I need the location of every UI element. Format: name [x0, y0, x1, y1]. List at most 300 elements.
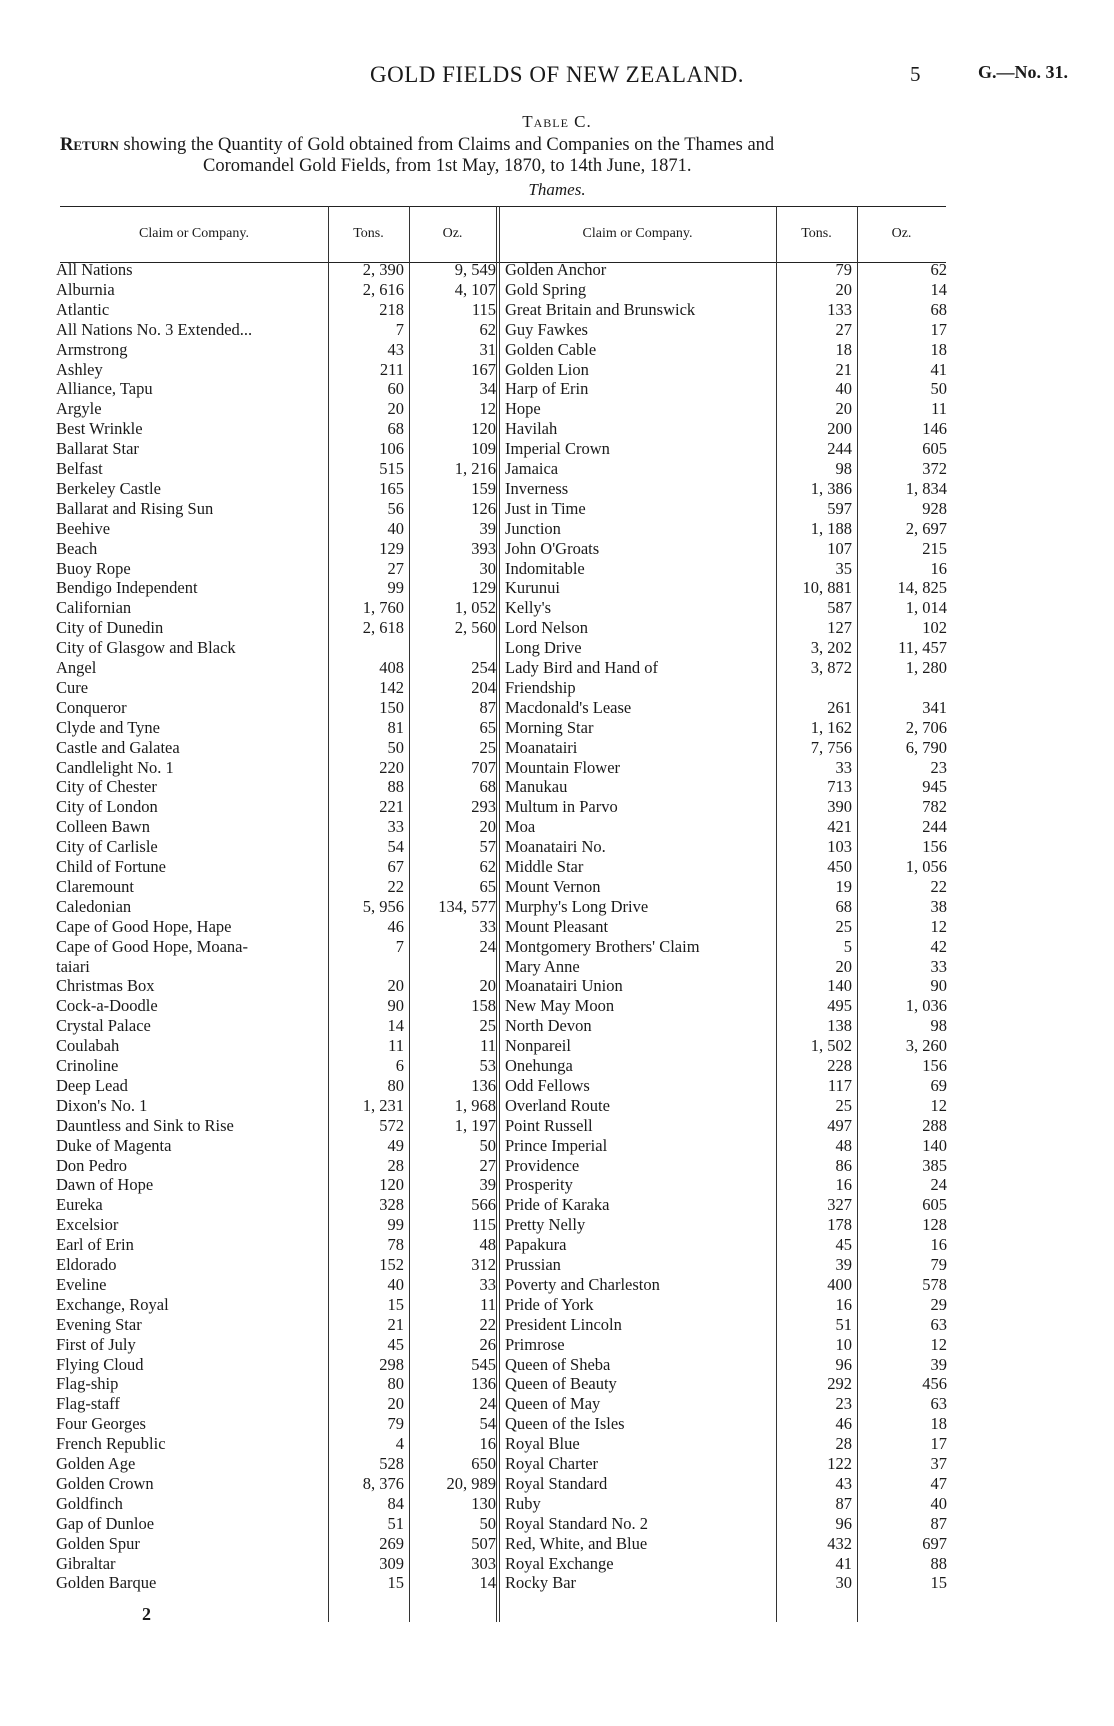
- column-header-claim-left: Claim or Company.: [139, 226, 249, 241]
- table-row: [56, 1255, 496, 1275]
- oz-value: 29: [930, 1294, 947, 1314]
- tons-value: 10: [835, 1334, 852, 1354]
- table-row: [56, 1136, 496, 1156]
- claim-name: Jamaica: [505, 459, 559, 478]
- claim-name: Ashley: [56, 359, 103, 379]
- claim-name: Great Britain and Brunswick: [505, 299, 696, 319]
- table-row: [505, 1076, 946, 1096]
- table-row: [56, 937, 496, 957]
- table-row: [56, 618, 496, 638]
- oz-value: 90: [930, 976, 947, 996]
- table-row: [505, 1156, 946, 1176]
- table-row: [56, 1494, 496, 1514]
- return-title-line1: showing the Quantity of Gold obtained from Claims and Companies on the Thames and: [118, 135, 775, 155]
- claim-name: Nonpareil: [505, 1036, 571, 1056]
- table-row: [505, 1394, 946, 1414]
- oz-value: 146: [922, 419, 947, 439]
- table-row: [56, 539, 496, 559]
- document-reference: G.—No. 31.: [978, 62, 1068, 82]
- tons-value: 211: [379, 359, 404, 379]
- tons-value: 1, 188: [810, 518, 852, 538]
- claim-name: Belfast: [56, 459, 103, 478]
- tons-value: 10, 881: [802, 578, 852, 598]
- tons-value: 1, 162: [810, 717, 852, 737]
- oz-value: 48: [479, 1235, 496, 1255]
- tons-value: 228: [827, 1056, 852, 1075]
- claim-name: Mary Anne: [505, 956, 580, 976]
- claim-name: Golden Cable: [505, 339, 597, 359]
- claim-name: Royal Exchange: [505, 1553, 614, 1573]
- claim-name: Mountain Flower: [505, 757, 621, 777]
- oz-value: 79: [930, 1255, 947, 1274]
- claim-name: Lord Nelson: [505, 618, 588, 638]
- claim-name: Junction: [505, 518, 561, 538]
- table-row: [505, 559, 946, 579]
- tons-value: 152: [379, 1255, 404, 1274]
- claim-name: Queen of Beauty: [505, 1374, 617, 1394]
- tons-value: 2, 616: [362, 279, 404, 299]
- claim-name: Cape of Good Hope, Hape: [56, 916, 232, 936]
- oz-value: 312: [471, 1255, 496, 1274]
- claim-name: taiari: [56, 956, 90, 976]
- column-header-claim-right: Claim or Company.: [582, 226, 693, 241]
- tons-value: 20: [835, 399, 852, 419]
- oz-value: 14, 825: [897, 578, 947, 598]
- oz-value: 697: [922, 1533, 947, 1553]
- tons-value: 86: [835, 1155, 852, 1175]
- claim-name: Moa: [505, 817, 536, 837]
- claim-name: Exchange, Royal: [56, 1294, 169, 1314]
- tons-value: 120: [379, 1175, 404, 1195]
- tons-value: 20: [387, 1394, 404, 1414]
- claim-name: Alburnia: [56, 279, 115, 299]
- tons-value: 80: [387, 1374, 404, 1394]
- oz-value: 605: [922, 1195, 947, 1215]
- table-row: [56, 479, 496, 499]
- claim-name: Ruby: [505, 1493, 541, 1513]
- tons-value: 587: [827, 598, 852, 618]
- table-row: [56, 1454, 496, 1474]
- claim-name: Ballarat and Rising Sun: [56, 498, 214, 518]
- oz-value: 47: [930, 1473, 947, 1493]
- claim-name: Alliance, Tapu: [56, 379, 153, 399]
- tons-value: 99: [387, 578, 404, 598]
- oz-value: 68: [479, 777, 496, 797]
- tons-value: 54: [387, 837, 404, 857]
- table-row: [505, 1275, 946, 1295]
- tons-value: 16: [835, 1294, 852, 1314]
- table-row: [56, 1056, 496, 1076]
- claim-name: John O'Groats: [505, 538, 600, 558]
- oz-value: 136: [471, 1374, 496, 1394]
- table-row: [56, 1374, 496, 1394]
- table-row: [505, 1454, 946, 1474]
- claim-name: Just in Time: [505, 498, 586, 518]
- oz-value: 62: [930, 260, 947, 279]
- tons-value: 1, 231: [362, 1095, 404, 1115]
- table-row: [56, 1315, 496, 1335]
- oz-value: 65: [479, 876, 496, 896]
- tons-value: 150: [379, 697, 404, 717]
- table-row: [56, 1295, 496, 1315]
- table-row: [56, 559, 496, 579]
- oz-value: 69: [930, 1075, 947, 1095]
- oz-value: 22: [479, 1314, 496, 1334]
- oz-value: 98: [930, 1016, 947, 1036]
- table-row: [56, 1096, 496, 1116]
- oz-value: 545: [471, 1354, 496, 1374]
- tons-value: 244: [827, 439, 852, 459]
- claim-name: Havilah: [505, 419, 558, 439]
- oz-value: 254: [471, 658, 496, 677]
- tons-value: 68: [387, 419, 404, 439]
- claim-name: Child of Fortune: [56, 857, 166, 876]
- table-row: [505, 618, 946, 638]
- claim-name: Queen of the Isles: [505, 1414, 625, 1434]
- page-header: [0, 62, 1114, 92]
- tons-value: 11: [388, 1036, 404, 1056]
- claim-name: Royal Standard No. 2: [505, 1513, 648, 1533]
- tons-value: 328: [379, 1195, 404, 1215]
- table-row: [56, 877, 496, 897]
- claim-name: Don Pedro: [56, 1155, 128, 1175]
- tons-value: 400: [827, 1274, 852, 1294]
- claim-name: Flag-ship: [56, 1374, 119, 1394]
- table-row: [56, 837, 496, 857]
- claim-name: City of Chester: [56, 777, 157, 797]
- claim-name: Red, White, and Blue: [505, 1533, 648, 1553]
- oz-value: 129: [471, 578, 496, 598]
- tons-value: 6: [395, 1056, 404, 1075]
- tons-value: 220: [379, 757, 404, 777]
- oz-value: 1, 014: [905, 598, 947, 618]
- oz-value: 215: [922, 538, 947, 558]
- oz-value: 39: [479, 518, 496, 538]
- tons-value: 497: [827, 1115, 852, 1135]
- tons-value: 25: [835, 1095, 852, 1115]
- oz-value: 50: [479, 1135, 496, 1155]
- table-row: [56, 379, 496, 399]
- tons-value: 39: [835, 1255, 852, 1274]
- tons-value: 2, 618: [362, 618, 404, 638]
- table-row: [505, 539, 946, 559]
- tons-value: 515: [379, 459, 404, 478]
- tons-value: 48: [835, 1135, 852, 1155]
- claim-name: Primrose: [505, 1334, 565, 1354]
- table-row: [56, 1394, 496, 1414]
- tons-value: 98: [835, 459, 852, 478]
- tons-value: 5: [843, 936, 852, 956]
- claim-name: Beach: [56, 538, 98, 558]
- tons-value: 45: [835, 1235, 852, 1255]
- table-row: [56, 1036, 496, 1056]
- claim-name: Lady Bird and Hand of: [505, 658, 659, 677]
- table-row: [56, 499, 496, 519]
- oz-value: 102: [922, 618, 947, 638]
- page-number: 5: [910, 62, 921, 86]
- table-row: [505, 877, 946, 897]
- claim-name: Cure: [56, 677, 89, 697]
- table-row: [56, 1175, 496, 1195]
- oz-value: 33: [479, 916, 496, 936]
- claim-name: Eveline: [56, 1274, 107, 1294]
- claim-name: Royal Blue: [505, 1434, 580, 1454]
- table-row: [505, 280, 946, 300]
- oz-value: 20, 989: [446, 1473, 496, 1493]
- claim-name: Inverness: [505, 478, 569, 498]
- tons-value: 1, 502: [810, 1036, 852, 1056]
- claim-name: Eureka: [56, 1195, 103, 1215]
- table-row: [505, 1494, 946, 1514]
- claim-name: Golden Anchor: [505, 260, 607, 279]
- table-row: [56, 340, 496, 360]
- tons-value: 51: [835, 1314, 852, 1334]
- oz-value: 120: [471, 419, 496, 439]
- claim-name: Christmas Box: [56, 976, 155, 996]
- tons-value: 218: [379, 299, 404, 319]
- table-row: [505, 1136, 946, 1156]
- table-row: [505, 320, 946, 340]
- column-divider: [499, 206, 500, 1622]
- claim-name: Imperial Crown: [505, 439, 610, 459]
- oz-value: 126: [471, 498, 496, 518]
- claim-name: All Nations: [56, 260, 133, 279]
- table-row: [505, 797, 946, 817]
- table-row: [56, 1335, 496, 1355]
- tons-value: 127: [827, 618, 852, 638]
- claim-name: City of Glasgow and Black: [56, 638, 236, 658]
- oz-value: 134, 577: [438, 896, 496, 916]
- table-row: [56, 1573, 496, 1593]
- oz-value: 38: [930, 896, 947, 916]
- claim-name: Excelsior: [56, 1215, 119, 1235]
- tons-value: 84: [387, 1493, 404, 1513]
- tons-value: 25: [835, 916, 852, 936]
- tons-value: 408: [379, 658, 404, 677]
- oz-value: 18: [930, 339, 947, 359]
- table-row: [505, 479, 946, 499]
- claim-name: Colleen Bawn: [56, 817, 150, 837]
- oz-value: 41: [930, 359, 947, 379]
- claim-name: President Lincoln: [505, 1314, 622, 1334]
- oz-value: 26: [479, 1334, 496, 1354]
- claim-name: Golden Crown: [56, 1473, 154, 1493]
- oz-value: 40: [930, 1493, 947, 1513]
- tons-value: 81: [387, 717, 404, 737]
- tons-value: 19: [835, 876, 852, 896]
- table-row: [56, 777, 496, 797]
- claim-name: Gap of Dunloe: [56, 1513, 155, 1533]
- oz-value: 34: [479, 379, 496, 399]
- claim-name: City of Carlisle: [56, 837, 158, 857]
- table-row: [56, 658, 496, 678]
- claim-name: Duke of Magenta: [56, 1135, 172, 1155]
- table-row: [56, 996, 496, 1016]
- table-row: [56, 718, 496, 738]
- tons-value: 432: [827, 1533, 852, 1553]
- oz-value: 566: [471, 1195, 496, 1215]
- tons-value: 261: [827, 697, 852, 717]
- oz-value: 782: [922, 797, 947, 817]
- tons-value: 51: [387, 1513, 404, 1533]
- table-row: [56, 797, 496, 817]
- table-row: [56, 260, 496, 280]
- claim-name: Dawn of Hope: [56, 1175, 154, 1195]
- page-title: GOLD FIELDS OF NEW ZEALAND.: [369, 62, 745, 87]
- table-row: [56, 957, 496, 977]
- table-row: [505, 738, 946, 758]
- table-row: [56, 320, 496, 340]
- table-row: [56, 1474, 496, 1494]
- table-row: [505, 1036, 946, 1056]
- oz-value: 507: [471, 1533, 496, 1553]
- column-divider: [496, 206, 497, 1622]
- tons-value: 56: [387, 498, 404, 518]
- oz-value: 24: [479, 936, 496, 956]
- oz-value: 16: [930, 1235, 947, 1255]
- claim-name: Long Drive: [505, 638, 582, 658]
- claim-name: Manukau: [505, 777, 568, 797]
- oz-value: 39: [930, 1354, 947, 1374]
- tons-value: 79: [835, 260, 852, 279]
- oz-value: 11: [480, 1294, 496, 1314]
- table-row: [505, 1414, 946, 1434]
- tons-value: 22: [387, 876, 404, 896]
- tons-value: 43: [835, 1473, 852, 1493]
- tons-value: 298: [379, 1354, 404, 1374]
- table-row: [56, 399, 496, 419]
- oz-value: 136: [471, 1075, 496, 1095]
- tons-value: 138: [827, 1016, 852, 1036]
- table-row: [56, 678, 496, 698]
- oz-value: 42: [930, 936, 947, 956]
- table-row: [505, 340, 946, 360]
- claim-name: North Devon: [505, 1016, 592, 1036]
- table-row: [505, 1116, 946, 1136]
- claim-name: Clyde and Tyne: [56, 717, 160, 737]
- tons-value: 68: [835, 896, 852, 916]
- claim-name: Providence: [505, 1155, 580, 1175]
- table-row: [505, 638, 946, 658]
- tons-value: 528: [379, 1454, 404, 1473]
- oz-value: 15: [930, 1573, 947, 1593]
- tons-value: 87: [835, 1493, 852, 1513]
- claim-name: Overland Route: [505, 1095, 610, 1115]
- oz-value: 2, 706: [905, 717, 947, 737]
- table-row: [56, 1235, 496, 1255]
- oz-value: 30: [479, 558, 496, 578]
- tons-value: 27: [387, 558, 404, 578]
- table-row: [56, 280, 496, 300]
- claim-name: Golden Lion: [505, 359, 589, 379]
- oz-value: 109: [471, 439, 496, 459]
- tons-value: 28: [835, 1434, 852, 1454]
- tons-value: 178: [827, 1215, 852, 1235]
- table-row: [56, 1016, 496, 1036]
- tons-value: 18: [835, 339, 852, 359]
- oz-value: 14: [479, 1573, 496, 1593]
- oz-value: 372: [922, 459, 947, 478]
- table-row: [505, 1056, 946, 1076]
- table-row: [56, 519, 496, 539]
- claim-name: Kelly's: [505, 598, 552, 618]
- claim-name: Golden Age: [56, 1454, 136, 1473]
- table-row: [505, 857, 946, 877]
- claim-name: Beehive: [56, 518, 111, 538]
- table-row: [505, 459, 946, 479]
- tons-value: 20: [835, 279, 852, 299]
- claim-name: Queen of Sheba: [505, 1354, 611, 1374]
- oz-value: 167: [471, 359, 496, 379]
- return-title-lead: Return: [60, 135, 119, 155]
- table-row: [505, 957, 946, 977]
- claim-name: Buoy Rope: [56, 558, 131, 578]
- oz-value: 20: [479, 976, 496, 996]
- claim-name: Hope: [505, 399, 541, 419]
- oz-value: 204: [471, 677, 496, 697]
- tons-value: 421: [827, 817, 852, 837]
- claim-name: Moanatairi No.: [505, 837, 606, 857]
- oz-value: 39: [479, 1175, 496, 1195]
- claim-name: Odd Fellows: [505, 1075, 590, 1095]
- table-row: [505, 758, 946, 778]
- oz-value: 2, 697: [905, 518, 947, 538]
- tons-value: 1, 386: [810, 478, 852, 498]
- tons-value: 269: [379, 1533, 404, 1553]
- table-row: [505, 1573, 946, 1593]
- oz-value: 1, 036: [905, 996, 947, 1016]
- tons-value: 20: [835, 956, 852, 976]
- table-row: [56, 638, 496, 658]
- table-row: [56, 1275, 496, 1295]
- oz-value: 2, 560: [454, 618, 496, 638]
- table-row: [505, 360, 946, 380]
- table-row: [505, 1096, 946, 1116]
- oz-value: 87: [930, 1513, 947, 1533]
- tons-value: 5, 956: [362, 896, 404, 916]
- oz-value: 12: [479, 399, 496, 419]
- claim-name: Dixon's No. 1: [56, 1095, 148, 1115]
- table-row: [56, 1554, 496, 1574]
- oz-value: 12: [930, 916, 947, 936]
- oz-value: 385: [922, 1155, 947, 1175]
- table-row: [56, 1434, 496, 1454]
- oz-value: 244: [922, 817, 947, 837]
- tons-value: 33: [835, 757, 852, 777]
- tons-value: 40: [387, 1274, 404, 1294]
- claim-name: Rocky Bar: [505, 1573, 577, 1593]
- tons-value: 23: [835, 1394, 852, 1414]
- tons-value: 50: [387, 737, 404, 757]
- oz-value: 158: [471, 996, 496, 1016]
- claim-name: Armstrong: [56, 339, 128, 359]
- oz-value: 33: [930, 956, 947, 976]
- table-row: [56, 1076, 496, 1096]
- oz-value: 393: [471, 538, 496, 558]
- tons-value: 8, 376: [362, 1473, 404, 1493]
- claim-name: Morning Star: [505, 717, 594, 737]
- oz-value: 1, 052: [454, 598, 496, 618]
- oz-value: 17: [930, 319, 947, 339]
- tons-value: 713: [827, 777, 852, 797]
- claim-name: Earl of Erin: [56, 1235, 134, 1255]
- table-row: [56, 578, 496, 598]
- tons-value: 96: [835, 1354, 852, 1374]
- claim-name: Prince Imperial: [505, 1135, 608, 1155]
- tons-value: 79: [387, 1414, 404, 1434]
- oz-value: 115: [471, 299, 496, 319]
- tons-value: 117: [827, 1075, 852, 1095]
